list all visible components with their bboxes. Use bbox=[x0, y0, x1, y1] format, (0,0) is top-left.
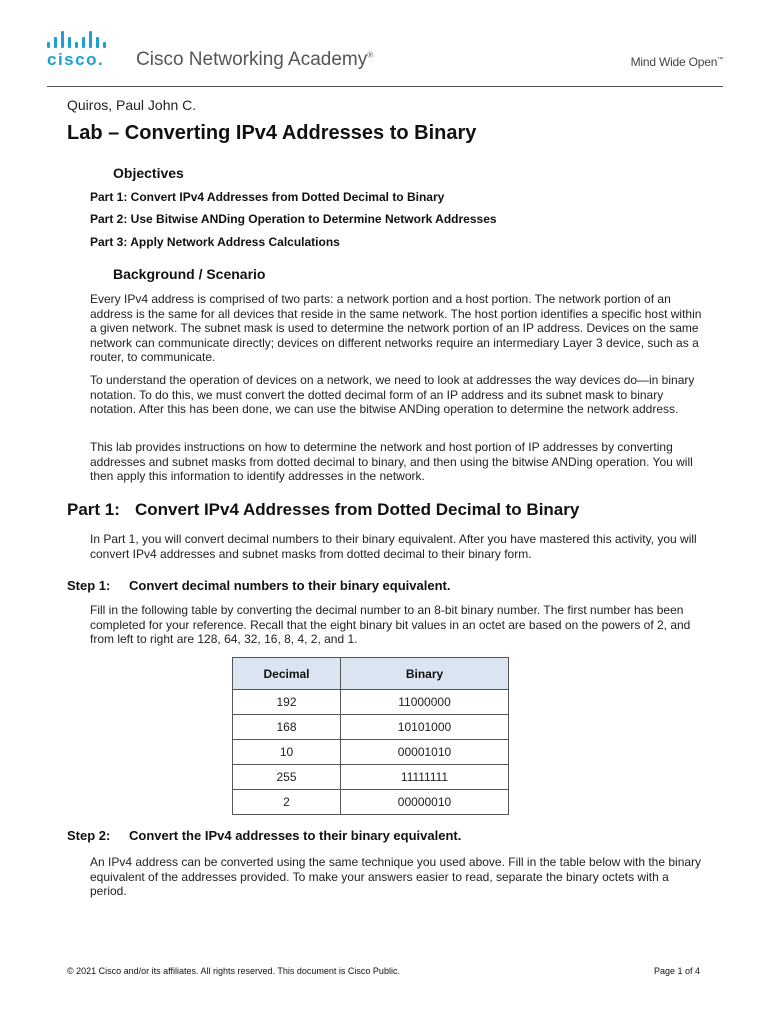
objectives-heading: Objectives bbox=[113, 165, 184, 181]
step-2-heading: Step 2: Convert the IPv4 addresses to their binary equivalent. bbox=[67, 828, 462, 843]
binary-cell: 10101000 bbox=[341, 715, 509, 740]
binary-cell: 11111111 bbox=[341, 765, 509, 790]
decimal-cell: 255 bbox=[233, 765, 341, 790]
decimal-cell: 2 bbox=[233, 790, 341, 815]
cisco-logo-bars-icon bbox=[47, 30, 115, 48]
objective-part-3: Part 3: Apply Network Address Calculations bbox=[90, 235, 340, 249]
header-divider bbox=[47, 86, 723, 87]
decimal-cell: 192 bbox=[233, 690, 341, 715]
table-row bbox=[233, 715, 509, 740]
footer-page-number: Page 1 of 4 bbox=[653, 966, 700, 976]
table-row bbox=[233, 790, 509, 815]
tagline: Mind Wide Open™ bbox=[630, 55, 723, 69]
cisco-logo-wordmark: cisco. bbox=[47, 50, 105, 69]
table-row bbox=[233, 740, 509, 765]
objective-part-2: Part 2: Use Bitwise ANDing Operation to Determine Network Addresses bbox=[90, 212, 497, 226]
lab-title: Lab – Converting IPv4 Addresses to Binary bbox=[67, 122, 477, 144]
table-header-binary: Binary bbox=[341, 658, 509, 690]
page-header bbox=[0, 0, 768, 86]
academy-name: Cisco Networking Academy® bbox=[136, 49, 374, 70]
binary-cell: 00001010 bbox=[341, 740, 509, 765]
footer-copyright: © 2021 Cisco and/or its affiliates. All rights reserved. This document is Cisco Public. bbox=[67, 966, 400, 976]
step-1-heading: Step 1: Convert decimal numbers to their binary equivalent. bbox=[67, 578, 451, 593]
step-1-text: Fill in the following table by converting the decimal number to an 8-bit binary number. The first number has been completed for your reference. Recall that the eight binary bit values in an octet are based on the powers of 2, and from left to right are 128, 64, 32, 16, 8, 4, 2, and 1. bbox=[90, 603, 691, 647]
background-heading: Background / Scenario bbox=[113, 266, 266, 282]
decimal-cell: 10 bbox=[233, 740, 341, 765]
objective-part-1: Part 1: Convert IPv4 Addresses from Dotted Decimal to Binary bbox=[90, 190, 445, 204]
table-row bbox=[233, 690, 509, 715]
background-paragraph-1: Every IPv4 address is comprised of two parts: a network portion and a host portion. The network portion of an address is the same for all devices that reside in the same network. The host portion identifies a specific host within a given network. The subnet mask is used to determine the network portion of an IP address. Devices on the same network can communicate directly; devices on different networks require an intermediary Layer 3 device, such as a router, to communicate. bbox=[90, 292, 702, 365]
part-1-intro: In Part 1, you will convert decimal numbers to their binary equivalent. After you have mastered this activity, you will convert IPv4 addresses and subnet masks from dotted decimal to their binary form. bbox=[90, 532, 697, 561]
decimal-cell: 168 bbox=[233, 715, 341, 740]
table-row bbox=[233, 765, 509, 790]
binary-cell: 11000000 bbox=[341, 690, 509, 715]
background-paragraph-3: This lab provides instructions on how to determine the network and host portion of IP addresses by converting addresses and subnet masks from dotted decimal to binary, and then using the bitwise ANDing operation. You will then apply this information to identify addresses in the network. bbox=[90, 440, 693, 484]
author-name: Quiros, Paul John C. bbox=[67, 97, 197, 113]
step-2-text: An IPv4 address can be converted using the same technique you used above. Fill in the table below with the binary equivalent of the addresses provided. To make your answers easier to read, separate the binary octets with a period. bbox=[90, 855, 702, 899]
decimal-binary-table bbox=[232, 657, 509, 815]
binary-cell: 00000010 bbox=[341, 790, 509, 815]
background-paragraph-2: To understand the operation of devices on a network, we need to look at addresses the way devices do—in binary notation. To do this, we must convert the dotted decimal form of an IP address and its subnet mask to binary notation. After this has been done, we can use the bitwise ANDing operation to determine the network address. bbox=[90, 373, 695, 417]
part-1-heading: Part 1: Convert IPv4 Addresses from Dotted Decimal to Binary bbox=[67, 500, 580, 519]
table-header-decimal: Decimal bbox=[233, 658, 341, 690]
